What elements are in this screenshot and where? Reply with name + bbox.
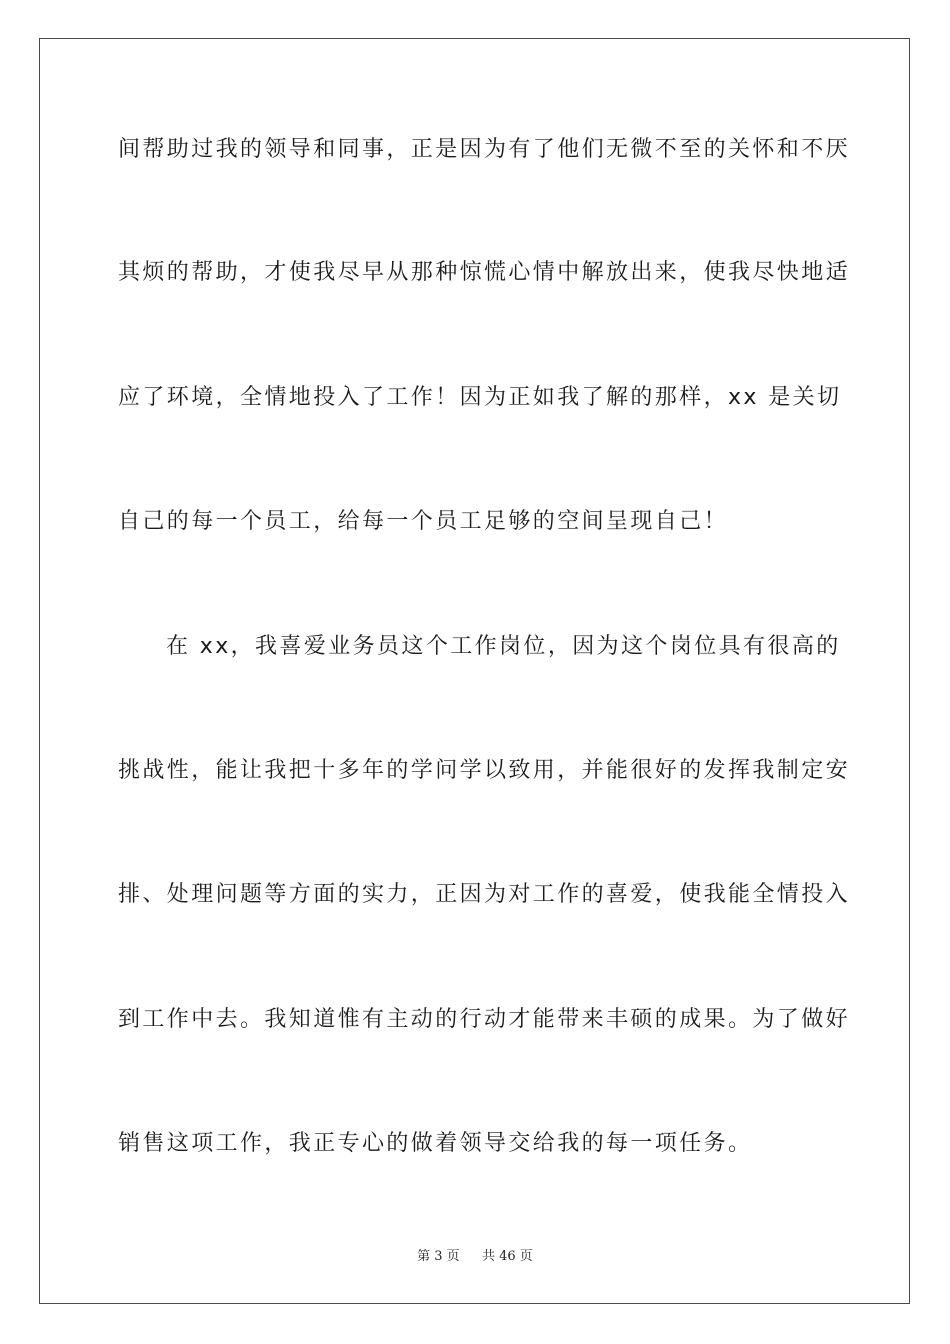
- text-line: 挑战性，能让我把十多年的学问学以致用，并能很好的发挥我制定安: [118, 758, 851, 783]
- text-line: 应了环境，全情地投入了工作！因为正如我了解的那样，xx 是关切: [118, 385, 842, 410]
- paragraph-first-line: 在 xx，我喜爱业务员这个工作岗位，因为这个岗位具有很高的: [166, 634, 841, 659]
- text-line: 销售这项工作，我正专心的做着领导交给我的每一项任务。: [118, 1131, 753, 1156]
- page-footer: [0, 1245, 950, 1264]
- page-number: 第 3 页: [417, 1249, 460, 1264]
- page-frame: [39, 38, 910, 1304]
- text-line: 自己的每一个员工，给每一个员工足够的空间呈现自己！: [118, 509, 729, 534]
- text-line: 其烦的帮助，才使我尽早从那种惊慌心情中解放出来，使我尽快地适: [118, 260, 851, 285]
- text-line: 排、处理问题等方面的实力，正因为对工作的喜爱，使我能全情投入: [118, 882, 851, 907]
- page-total: 共 46 页: [482, 1249, 533, 1264]
- text-line: 到工作中去。我知道惟有主动的行动才能带来丰硕的成果。为了做好: [118, 1007, 851, 1032]
- text-line: 间帮助过我的领导和同事，正是因为有了他们无微不至的关怀和不厌: [118, 137, 851, 162]
